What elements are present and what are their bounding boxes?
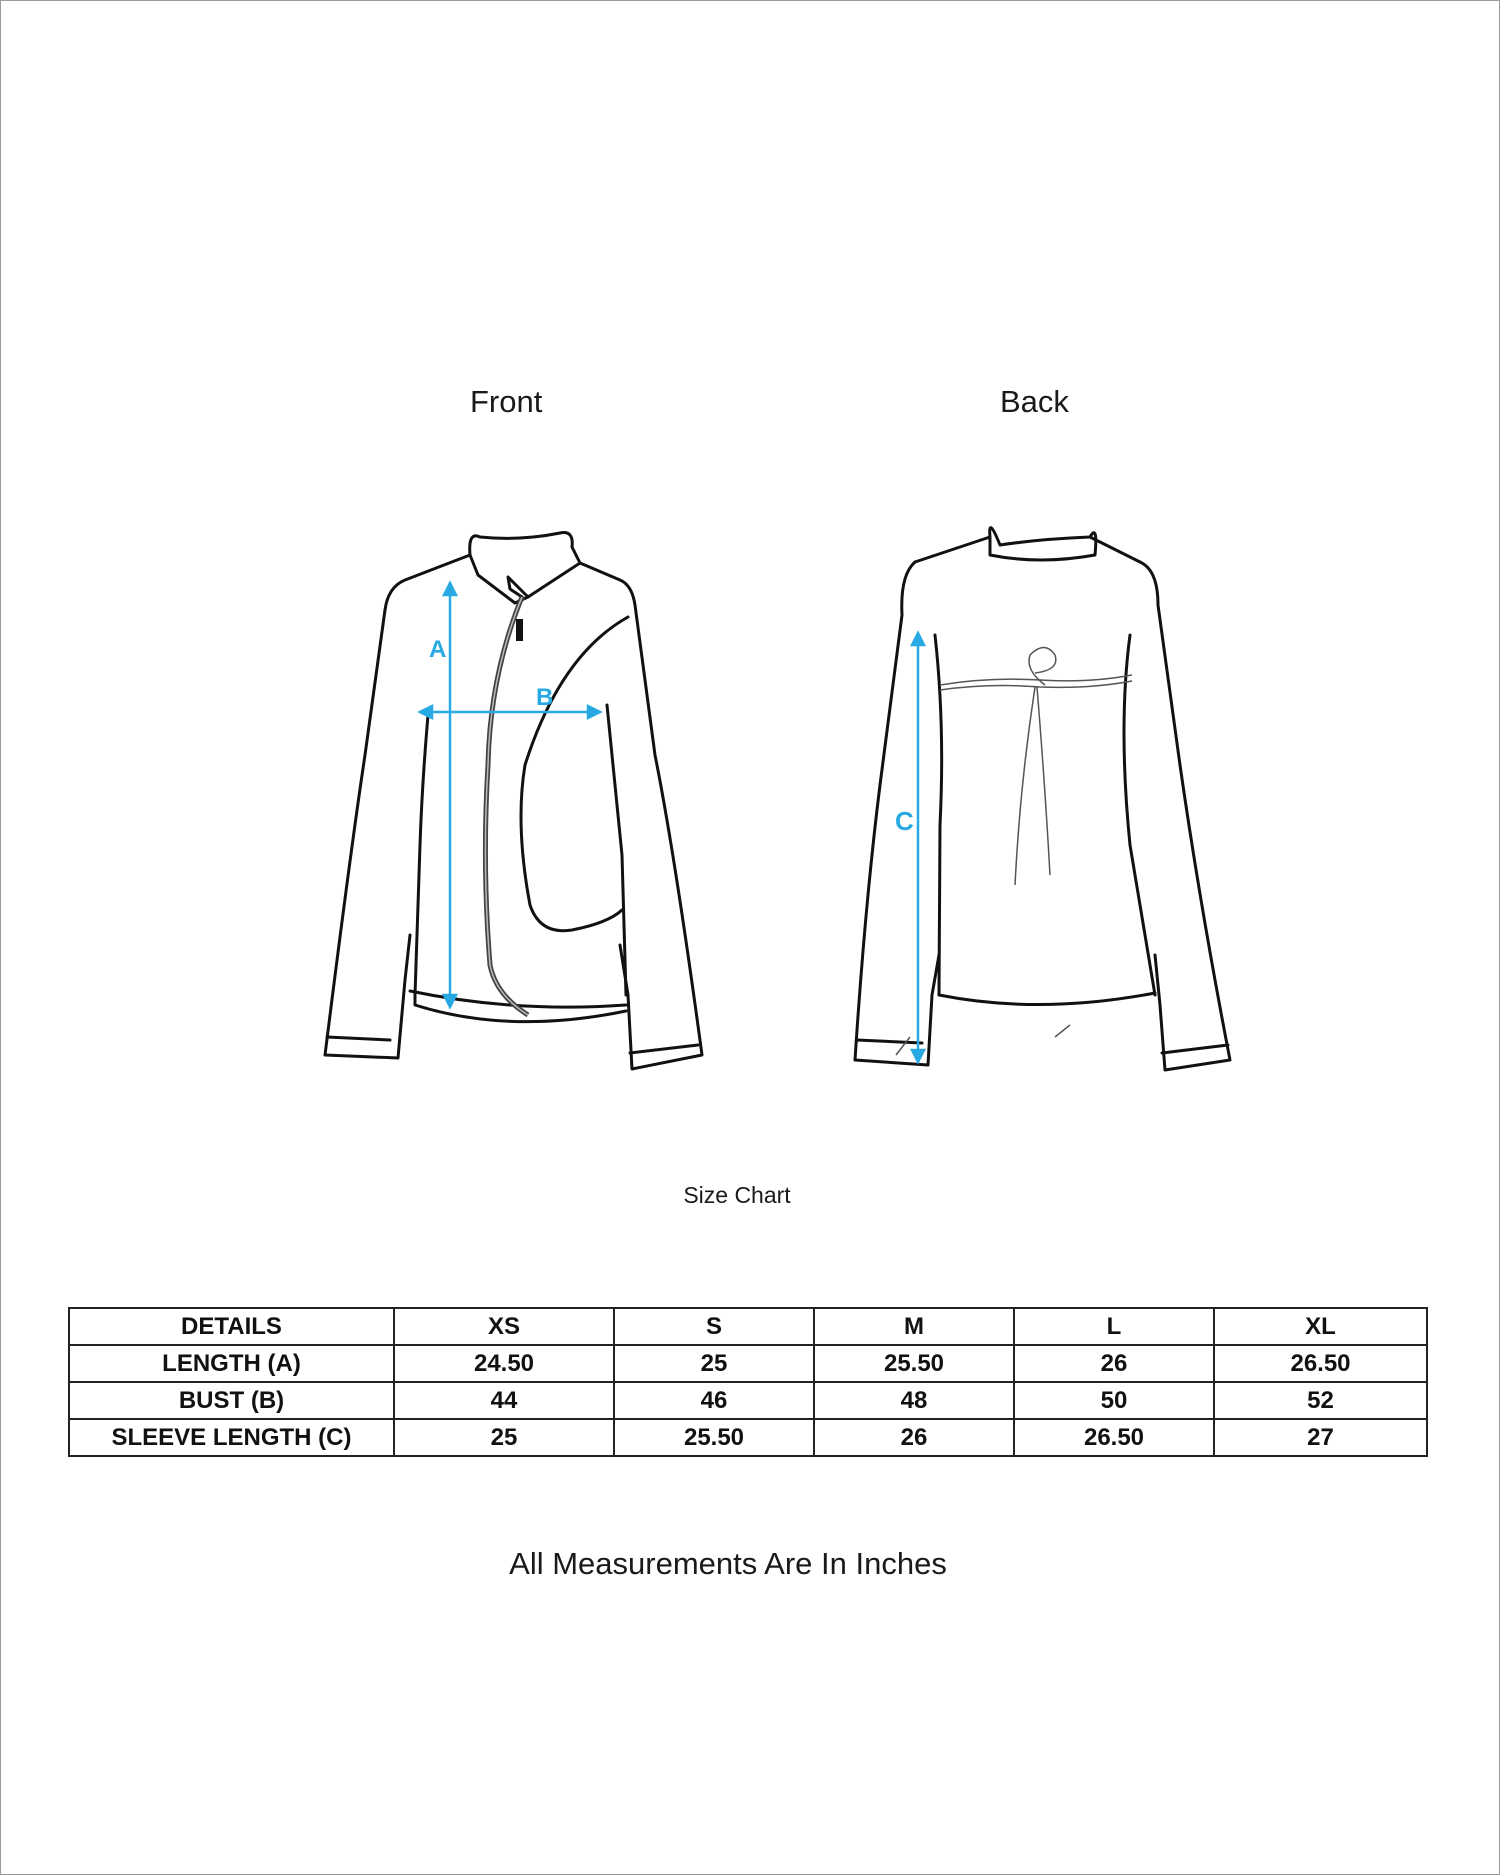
sleeve-marker-c: C [895, 806, 914, 836]
table-cell: 46 [614, 1382, 814, 1419]
front-view-label: Front [470, 384, 543, 419]
table-header-row [69, 1308, 1427, 1345]
table-cell: 44 [394, 1382, 614, 1419]
header-cell: M [814, 1308, 1014, 1345]
table-cell: 26.50 [1214, 1345, 1427, 1382]
measurement-unit-note: All Measurements Are In Inches [509, 1546, 947, 1581]
table-cell: 24.50 [394, 1345, 614, 1382]
table-cell: 52 [1214, 1382, 1427, 1419]
back-view-label: Back [1000, 384, 1069, 419]
header-cell: S [614, 1308, 814, 1345]
bust-marker-b: B [536, 684, 554, 711]
table-cell: 25.50 [614, 1419, 814, 1456]
table-cell: 27 [1214, 1419, 1427, 1456]
header-cell: XL [1214, 1308, 1427, 1345]
row-label-cell: BUST (B) [69, 1382, 394, 1419]
table-cell: 50 [1014, 1382, 1214, 1419]
row-label-cell: SLEEVE LENGTH (C) [69, 1419, 394, 1456]
header-cell: XS [394, 1308, 614, 1345]
size-chart-caption: Size Chart [683, 1182, 791, 1208]
table-row [69, 1345, 1427, 1382]
header-cell: DETAILS [69, 1308, 394, 1345]
header-cell: L [1014, 1308, 1214, 1345]
table-cell: 26 [814, 1419, 1014, 1456]
table-cell: 25 [614, 1345, 814, 1382]
table-cell: 25 [394, 1419, 614, 1456]
row-label-cell: LENGTH (A) [69, 1345, 394, 1382]
table-row [69, 1382, 1427, 1419]
length-marker-a: A [429, 636, 447, 663]
table-cell: 26 [1014, 1345, 1214, 1382]
table-cell: 26.50 [1014, 1419, 1214, 1456]
table-cell: 25.50 [814, 1345, 1014, 1382]
front-jacket-sketch [310, 525, 730, 1085]
table-row [69, 1419, 1427, 1456]
table-cell: 48 [814, 1382, 1014, 1419]
size-table [68, 1307, 1428, 1457]
back-jacket-sketch [840, 525, 1260, 1085]
